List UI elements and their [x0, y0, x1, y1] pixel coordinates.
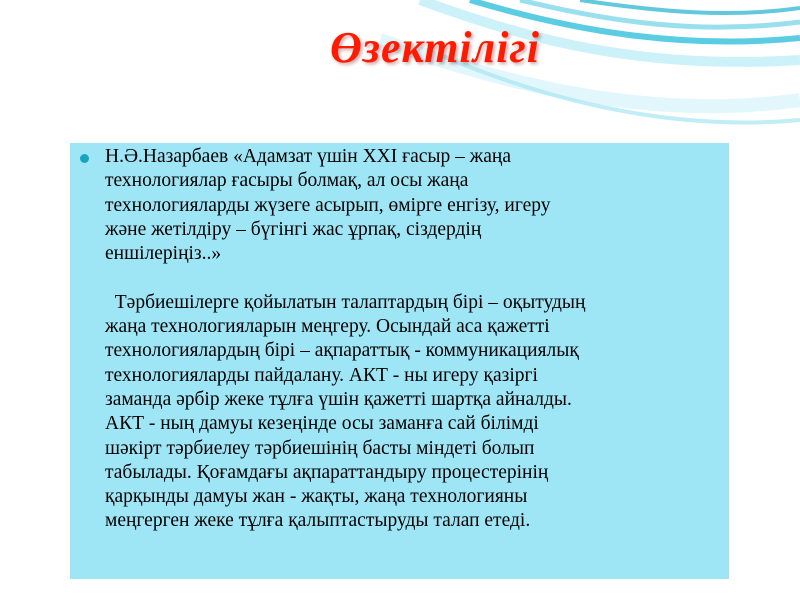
circle-bullet-icon	[80, 154, 89, 163]
body-text	[105, 145, 720, 534]
body-paragraph: Тәрбиешілерге қойылатын талаптардың бірі – оқытудың жаңа технологияларын меңгеру. Осындай аса қажетті технологиялардың бірі – ақпараттық - коммуникациялық технологияларды пайдалану. АКТ - ны игеру қазіргі заманда әрбір жеке тұлға үшін қажетті шартқа айналды. АКТ - ның дамуы кезеңінде осы заманға сай білімді шәкірт тәрбиелеу тәрбиешінің басты міндеті болып табылады. Қоғамдағы ақпараттандыру процестерінің қарқынды дамуы жан - жақты, жаңа технологияны меңгерген жеке тұлға қалыптастыруды талап етеді.	[105, 291, 586, 532]
paragraph-gap	[105, 266, 720, 290]
slide-title: Өзектілігі	[330, 23, 540, 72]
quote-paragraph: Н.Ә.Назарбаев «Адамзат үшін XXI ғасыр – жаңа технологиялар ғасыры болмақ, ал осы жаңа технологияларды жүзеге асырып, өмірге енгізу, игеру және жетілдіру – бүгінгі жас ұрпақ, сіздердің еншілеріңіз..»	[105, 146, 551, 265]
